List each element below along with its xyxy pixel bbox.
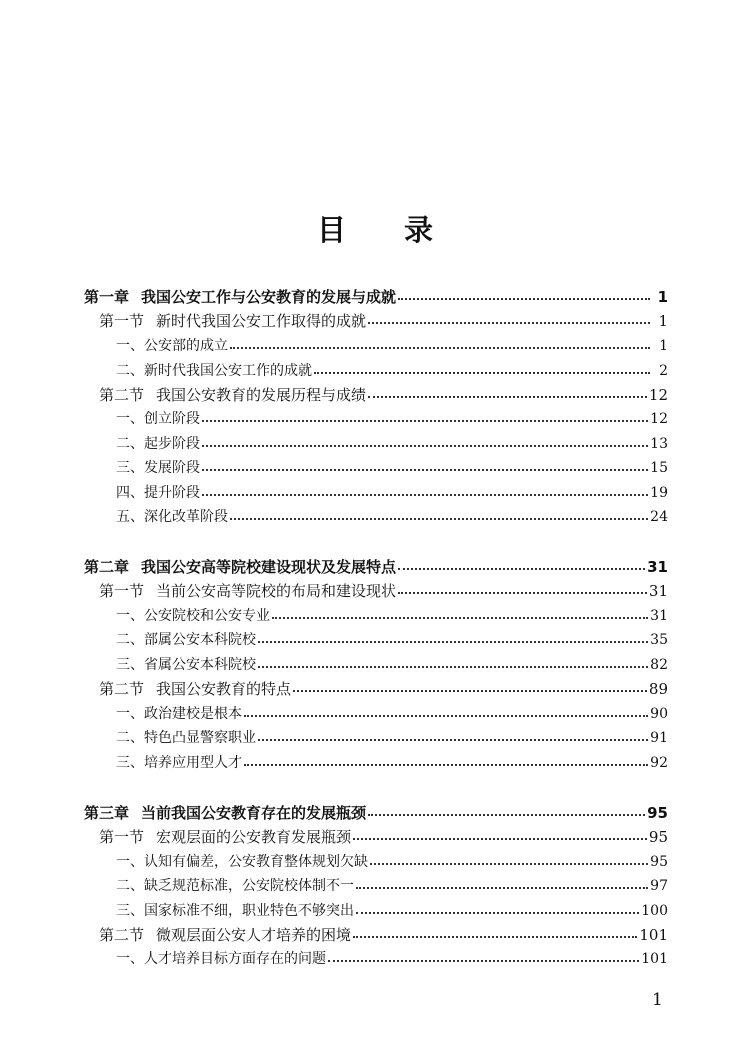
toc-entry-label: [116, 604, 270, 628]
toc-leader-dots: [230, 518, 648, 520]
toc-entry-text: 三、国家标准不细，职业特色不够突出: [116, 903, 354, 919]
toc-entry-chapter: [84, 801, 668, 825]
toc-entry-chapter: [84, 555, 668, 579]
toc-entry-text: 二、特色凸显警察职业: [116, 730, 256, 746]
toc-entry-label: [116, 359, 312, 383]
toc-entry-section: [99, 923, 668, 947]
toc-entry-item: [116, 751, 668, 775]
toc-entry-text: 二、缺乏规范标准，公安院校体制不一: [116, 878, 354, 894]
toc-leader-dots: [368, 322, 650, 324]
toc-entry-page: 101: [641, 951, 668, 967]
toc-entry-label: [116, 432, 200, 456]
toc-entry-label: [116, 726, 256, 750]
toc-leader-dots: [258, 666, 648, 668]
toc-entry-label: [116, 481, 200, 505]
toc-entry-text: 我国公安教育的发展历程与成绩: [156, 386, 367, 404]
toc-entry-page: 82: [650, 657, 668, 673]
toc-entry-label: [84, 555, 396, 579]
toc-entry-text: 微观层面公安人才培养的困境: [156, 926, 352, 944]
toc-leader-dots: [398, 592, 647, 594]
toc-entry-prefix: 第一节: [99, 828, 145, 846]
toc-leader-dots: [353, 936, 637, 938]
toc-entry-section: [99, 383, 668, 407]
toc-entry-label: [99, 923, 351, 947]
toc-leader-dots: [202, 420, 648, 422]
toc-entry-label: [116, 850, 368, 874]
toc-leader-dots: [398, 298, 650, 300]
toc-entry-page: 15: [650, 460, 668, 476]
toc-entry-label: [99, 825, 351, 849]
toc-leader-dots: [353, 838, 647, 840]
toc-entry-text: 一、创立阶段: [116, 411, 200, 427]
toc-entry-label: [116, 505, 228, 529]
toc-entry-page: 31: [647, 558, 668, 576]
toc-entry-section: [99, 309, 668, 333]
toc-entry-prefix: 第二节: [99, 386, 145, 404]
toc-leader-dots: [202, 445, 648, 447]
toc-entry-page: 101: [639, 926, 668, 944]
toc-entry-label: [84, 285, 396, 309]
toc-title-char-1: 目: [316, 213, 346, 247]
toc-entry-section: [99, 825, 668, 849]
toc-leader-dots: [368, 814, 645, 816]
toc-entry-text: 一、政治建校是根本: [116, 706, 242, 722]
toc-entry-label: [99, 579, 396, 603]
toc-entry-text: 二、起步阶段: [116, 436, 200, 452]
toc-entry-prefix: 第一节: [99, 582, 145, 600]
toc-entry-item: [116, 947, 668, 971]
toc-entry-item: [116, 628, 668, 652]
toc-entry-item: [116, 334, 668, 358]
toc-entry-text: 三、发展阶段: [116, 460, 200, 476]
toc-entry-label: [116, 653, 256, 677]
toc-entry-item: [116, 850, 668, 874]
toc-entry-label: [116, 751, 242, 775]
toc-leader-dots: [368, 396, 647, 398]
toc-entry-item: [116, 456, 668, 480]
toc-entry-item: [116, 432, 668, 456]
toc-entry-text: 我国公安教育的特点: [156, 680, 292, 698]
toc-entry-label: [116, 947, 326, 971]
toc-entry-label: [116, 456, 200, 480]
toc-entry-page: 91: [650, 730, 668, 746]
toc-leader-dots: [258, 739, 648, 741]
toc-entry-prefix: 第二节: [99, 926, 145, 944]
toc-entry-section: [99, 579, 668, 603]
toc-entry-item: [116, 899, 668, 923]
toc-leader-dots: [202, 469, 648, 471]
toc-entry-page: 1: [657, 288, 668, 306]
toc-entry-text: 四、提升阶段: [116, 485, 200, 501]
toc-entry-page: 92: [650, 755, 668, 771]
toc-entry-page: 89: [648, 680, 668, 698]
toc-entry-page: 24: [650, 509, 668, 525]
toc-leader-dots: [230, 347, 650, 349]
toc-entry-section: [99, 677, 668, 701]
toc-entry-page: 19: [650, 485, 668, 501]
toc-entry-label: [116, 334, 228, 358]
toc-entry-page: 100: [641, 903, 668, 919]
toc-entry-text: 当前我国公安教育存在的发展瓶颈: [141, 804, 367, 822]
toc-entry-text: 五、深化改革阶段: [116, 509, 228, 525]
toc-entry-text: 我国公安工作与公安教育的发展与成就: [141, 288, 397, 306]
toc-entry-page: 97: [650, 878, 668, 894]
toc-entry-page: 12: [648, 386, 668, 404]
toc-entry-text: 二、部属公安本科院校: [116, 632, 256, 648]
toc-entry-label: [84, 801, 366, 825]
toc-leader-dots: [370, 863, 648, 865]
toc-leader-dots: [328, 960, 639, 962]
toc-entry-text: 二、新时代我国公安工作的成就: [116, 363, 312, 379]
toc-entry-text: 一、人才培养目标方面存在的问题: [116, 951, 326, 967]
toc-entry-page: 2: [659, 363, 668, 379]
toc-entry-label: [99, 383, 366, 407]
toc-entry-prefix: 第一节: [99, 312, 145, 330]
toc-entry-page: 1: [659, 338, 668, 354]
toc-entry-prefix: 第二节: [99, 680, 145, 698]
toc-entry-text: 新时代我国公安工作取得的成就: [156, 312, 367, 330]
toc-leader-dots: [293, 690, 647, 692]
toc-leader-dots: [314, 372, 650, 374]
toc-entry-item: [116, 407, 668, 431]
toc-entry-item: [116, 653, 668, 677]
toc-leader-dots: [244, 764, 648, 766]
toc-entry-label: [116, 899, 354, 923]
toc-leader-dots: [356, 887, 648, 889]
toc-entry-page: 90: [650, 706, 668, 722]
toc-entry-label: [116, 628, 256, 652]
toc-entry-page: 35: [650, 632, 668, 648]
toc-entry-item: [116, 874, 668, 898]
toc-title-char-2: 录: [404, 213, 434, 247]
toc-entry-text: 三、省属公安本科院校: [116, 657, 256, 673]
toc-entry-label: [99, 677, 291, 701]
toc-leader-dots: [202, 494, 648, 496]
toc-entry-text: 当前公安高等院校的布局和建设现状: [156, 582, 397, 600]
toc-entry-page: 31: [650, 608, 668, 624]
toc-entry-label: [116, 702, 242, 726]
toc-leader-dots: [356, 912, 639, 914]
toc-leader-dots: [398, 568, 645, 570]
toc-entry-prefix: 第二章: [84, 558, 130, 576]
toc-entry-page: 95: [647, 804, 668, 822]
toc-entry-text: 我国公安高等院校建设现状及发展特点: [141, 558, 397, 576]
toc-entry-prefix: 第三章: [84, 804, 130, 822]
toc-entry-text: 一、公安部的成立: [116, 338, 228, 354]
toc-entry-text: 宏观层面的公安教育发展瓶颈: [156, 828, 352, 846]
page-number: 1: [652, 990, 663, 1010]
toc-entry-page: 95: [650, 854, 668, 870]
toc-entry-label: [99, 309, 366, 333]
toc-leader-dots: [244, 715, 648, 717]
toc-entry-item: [116, 604, 668, 628]
toc-title: [0, 208, 750, 249]
toc-entry-prefix: 第一章: [84, 288, 130, 306]
toc-entry-page: 12: [650, 411, 668, 427]
toc-entry-page: 95: [648, 828, 668, 846]
toc-entry-label: [116, 407, 200, 431]
toc-entry-text: 一、公安院校和公安专业: [116, 608, 270, 624]
toc-leader-dots: [272, 617, 648, 619]
toc-entry-label: [116, 874, 354, 898]
toc-entry-item: [116, 359, 668, 383]
toc-entry-item: [116, 702, 668, 726]
toc-entry-item: [116, 505, 668, 529]
toc-entry-page: 13: [650, 436, 668, 452]
toc-entry-text: 三、培养应用型人才: [116, 755, 242, 771]
toc-entry-chapter: [84, 285, 668, 309]
toc-entry-page: 31: [648, 582, 668, 600]
toc-entry-item: [116, 481, 668, 505]
toc-entry-text: 一、认知有偏差，公安教育整体规划欠缺: [116, 854, 368, 870]
toc-leader-dots: [258, 641, 648, 643]
toc-entry-item: [116, 726, 668, 750]
toc-entry-page: 1: [658, 312, 668, 330]
